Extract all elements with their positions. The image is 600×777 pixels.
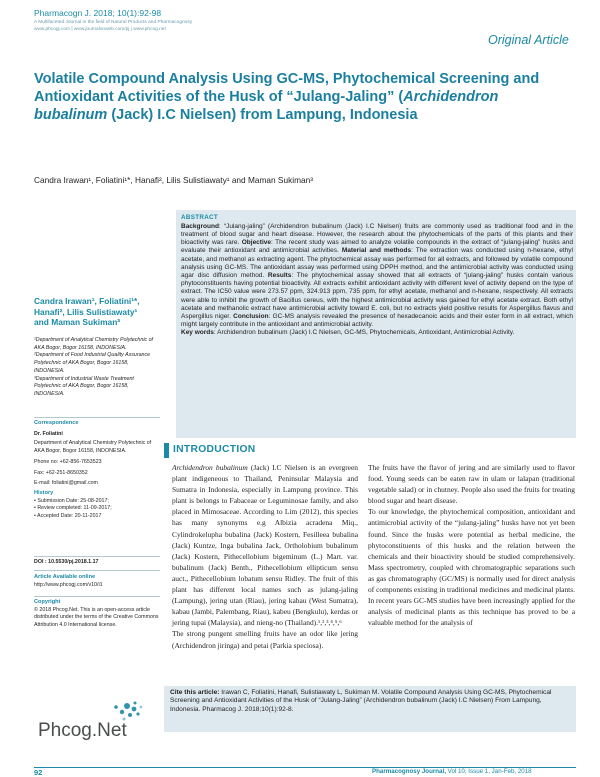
species-name: Archidendron bubalinum	[172, 463, 248, 472]
author-list: Candra Irawan¹, Foliatini¹*, Hanafi², Lilis Sulistiawaty¹ and Maman Sukiman³	[34, 175, 313, 185]
article-title	[34, 70, 574, 125]
footer-journal	[372, 768, 532, 775]
page-number: 92	[34, 768, 43, 777]
conclusion-text: : GC-MS analysis revealed the presence of hexadecanoic acids and their ester form in all extract, which might largely contribute in the antioxidant and antimicrobial activity.	[181, 312, 573, 329]
footer-journal-name: Pharmacognosy Journal,	[372, 768, 446, 775]
citation	[170, 689, 570, 714]
divider	[34, 417, 160, 418]
intro-paragraph: The strong pungent smelling fruits have an odor like jering (Archidendron jiringa) and petai (Parkia speciosa).	[172, 629, 358, 650]
affiliations	[34, 337, 160, 399]
intro-column-right	[368, 462, 575, 628]
intro-paragraph: To our knowledge, the phytochemical composition, antioxidant and antimicrobial activity of the “julang-jaling” husks have not yet been found. Since the husks were potential as herbal medicine, the phytoconstituents of this husks and the relation between the chemicals and their bioactivity should be studied comprehensively. Mass spectrometry, coupled with chromatographic separations such as gas chromatography (GC/MS) is normally used for direct analysis of components existing in traditional medicines and medicinal plants. In recent years GC-MS studies have been increasingly applied for the analysis of medicinal plants as this technique has proved to be a valuable method for the analysis of	[368, 507, 575, 628]
intro-text: (Jack) I.C Nielsen is an evergreen plant indigeneous to Thailand, Peninsular Malaysia and Sumatra in Indonesia, especially in Lampung province. This plant is belongs to Fabaceae or Leguminosae family, and also placed in Mimosaceae. According to Lim (2012), this species has many synonyms e.g Albizia acradena Miq., Cylindrokelupha bubalina (Jack) Kostern, Fesilleea bubalina (Jack) Kuntze, Inga bubalina Jack, Ortholobium bubalinum (Jack) Kostern, Pithecellobium bigeminum (L.) Mart. var. bubalinum (Jack) Benth., Pithecellobium ellipticum sensu auct., Pithecellobium lobatum sensu Ridley. The fruit of this plant has different local names such as julang-jaling (Lampung), jering utan (Riau), jering kabau (West Sumatra), kabau (Jambi, Palembang, Riau), kabeu (Bengkulu), kerdas or jering tupai (Malaysia), and nieng-no (Thailand).¹,²,³,⁴,⁵,⁶	[172, 463, 358, 628]
keywords-label: Key words	[181, 329, 214, 337]
divider	[34, 570, 160, 571]
affiliation-1: ¹Department of Analytical Chemistry Polytechnic of AKA Bogor, Bogor 16158, INDONESIA.	[34, 337, 154, 351]
article-url[interactable]: http://www.phcogj.com/v10/i1	[34, 581, 103, 588]
introduction-heading: INTRODUCTION	[173, 444, 256, 455]
journal-urls[interactable]: www.phcogj.com | www.journalonweb.com/pj | www.phcog.net	[34, 26, 166, 32]
corr-address: Department of Analytical Chemistry Polytechnic of AKA Bogor, Bogor 16158, INDONESIA.	[34, 440, 152, 455]
objective-label: Objective	[241, 239, 271, 247]
history-submission: • Submission Date: 25-08-2017;	[34, 497, 109, 504]
copyright-block	[34, 599, 160, 630]
keywords-text: : Archidendron bubalinum (Jack) I.C Nielsen, GC-MS, Phytochemicals, Antioxidant, Antimicrobial Activity.	[213, 329, 515, 337]
article-type-label: Original Article	[488, 33, 569, 47]
abstract-heading: ABSTRACT	[181, 214, 219, 221]
title-part-2: (Jack) I.C Nielsen) from Lampung, Indonesia	[107, 107, 418, 124]
abstract-body	[181, 223, 573, 330]
corr-email[interactable]: E-mail: foliatini@gmail.com	[34, 480, 98, 487]
article-available-heading: Article Available online	[34, 574, 96, 580]
background-text: : “Julang-jaling” (Archidendron bubalinum (Jack) I.C Nielsen) fruits are commonly used as traditional food and in the treatment of blood sugar and heart disease. However, the research about the phytochemicals of the parts of this plants and their bioactivity was rare.	[181, 222, 573, 247]
results-text: : The phytochemical assay showed that all extracts of “julang-jaling” husks contain various phytoconstituents having potential bioactivity. All extracts exhibit antioxidant activity with different level of activity depend on the type of extract. The IC50 value were 273.57 ppm, 324.913 ppm, 735 ppm, for ethyl acetate, methanol and n-hexane, respectively. All extracts were able to inhibit the growth of Bacillus cereus, with the highest antimicrobial activity was gained for ethyl acetate extract. Both ethyl acetate and methanolic extract have antimicrobial activity toward E. coli, but no extracts yield positive results for Aspergillus flavus and Aspergillus niger.	[181, 271, 573, 320]
article-availability	[34, 574, 160, 589]
sidebar-authors: Candra Irawan¹, Foliatini¹*, Hanafi², Lilis Sulistiawaty¹ and Maman Sukiman³	[34, 296, 140, 327]
title-species: Archidendron bubalinum	[34, 89, 499, 124]
corr-name: Dr. Foliatini	[34, 430, 63, 437]
divider	[34, 556, 160, 557]
affiliation-3: ³Department of Industrial Waste Treatment Polytechnic of AKA Bogor, Bogor 16158, INDONESIA.	[34, 375, 134, 397]
history-accepted: • Accepted Date: 20-11-2017	[34, 513, 102, 520]
journal-subtitle	[34, 20, 314, 33]
logo-text: Phcog.Net	[38, 720, 127, 741]
abstract	[181, 214, 573, 338]
background-label: Background	[181, 222, 219, 230]
intro-column-left	[172, 462, 358, 651]
copyright-heading: Copyright	[34, 599, 61, 605]
intro-paragraph: The fruits have the flavor of jering and are similarly used to flavor food. Young seeds can be eaten raw in ulam or lalapan (traditional vegetable salad) or in chutney. People also used the fruits for treating blood sugar and heart disease.	[368, 463, 575, 506]
methods-text: : The extraction was conducted using n-hexane, ethyl acetate, and methanol as extracting agent. The phytochemical assay was performed for all extracts, and followed by volatile compound analysis using GC-MS. The antioxidant assay was performed using DPPH method, and the antimicrobial activity was conducted using agar disc diffusion method.	[181, 247, 573, 279]
conclusion-label: Conclusion	[233, 312, 269, 320]
doi[interactable]: DOI : 10.5530/pj.2018.1.17	[34, 559, 99, 565]
title-part-1: Volatile Compound Analysis Using GC-MS, Phytochemical Screening and Antioxidant Activities of the Husk of “Julang-Jaling” (	[34, 71, 540, 106]
intro-paragraph	[172, 462, 358, 628]
correspondence-block	[34, 420, 160, 521]
citation-label: Cite this article:	[170, 689, 220, 696]
citation-text: Irawan C, Foliatini, Hanafi, Sulistiawaty L, Sukiman M. Volatile Compound Analysis Using GC-MS, Phytochemical Screening and Antioxidant Activities of the Husk of “Julang-Jaling” (Archidendron bubalinum (Jack) I.C Nielsen) From Lampung, Indonesia. Pharmacog J. 2018;10(1):92-8.	[170, 689, 552, 713]
objective-text: : The recent study was aimed to analyze volatile compounds in the extract of “julang-jaling” husks and evaluate their antioxidant and antimicrobial activities.	[181, 239, 573, 255]
keywords	[181, 329, 573, 337]
copyright-text: © 2018 Phcog.Net. This is an open-access article distributed under the terms of the Creative Commons Attribution 4.0 International license.	[34, 606, 159, 629]
journal-tagline: A Multifaceted Journal in the field of Natural Products and Pharmacognosy	[34, 20, 193, 25]
phcog-net-logo	[36, 700, 146, 744]
divider	[34, 596, 160, 597]
corr-phone: Phone no: +62-856-7653523	[34, 458, 102, 465]
history-heading: History	[34, 489, 54, 496]
section-marker	[164, 443, 169, 458]
results-label: Results	[267, 271, 292, 279]
corr-fax: Fax: +62-251-8650352	[34, 469, 88, 476]
history-review: • Review completed: 11-09-2017;	[34, 505, 112, 512]
correspondence-heading: Correspondence	[34, 420, 79, 426]
affiliation-2: ²Department of Food Industrial Quality Assurance Polytechnic of AKA Bogor, Bogor 16158, INDONESIA.	[34, 352, 151, 374]
methods-label: Material and methods	[341, 247, 412, 255]
journal-citation: Pharmacogn J. 2018; 10(1):92-98	[34, 8, 162, 18]
footer-issue: Vol 10, Issue 1, Jan-Feb, 2018	[445, 768, 532, 775]
